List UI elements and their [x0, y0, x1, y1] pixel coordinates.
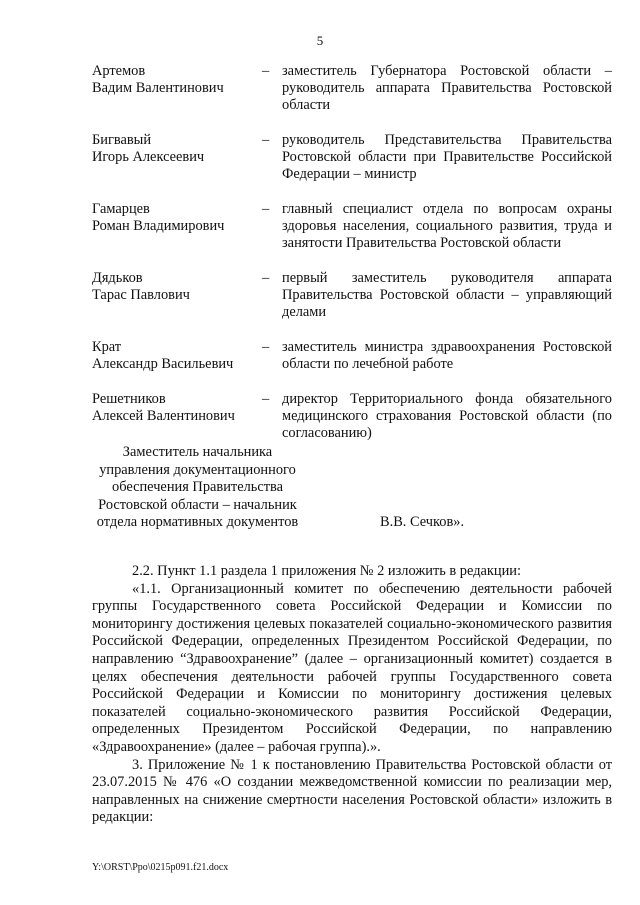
body-text [92, 563, 612, 827]
member-given-name: Игорь Алексеевич [92, 149, 205, 165]
member-surname: Крат [92, 339, 122, 355]
member-given-name: Алексей Валентинович [92, 408, 235, 424]
paragraph-3: 3. Приложение № 1 к постановлению Правительства Ростовской области от 23.07.2015 № 476 «О создании межведомственной комиссии по реализации мер, направленных на снижение смертности населения Ростовской области» изложить в редакции: [92, 756, 612, 826]
member-entry [92, 270, 612, 321]
signatory-name: В.В. Сечков». [380, 514, 465, 530]
member-name [92, 339, 262, 373]
signatory-title-line: обеспечения Правительства [112, 479, 283, 495]
member-dash: – [262, 339, 270, 355]
signatory-title-line: Заместитель начальника [122, 444, 273, 460]
member-surname: Решетников [92, 391, 166, 407]
member-role: заместитель министра здравоохранения Ростовской области по лечебной работе [282, 339, 612, 372]
member-role: первый заместитель руководителя аппарата Правительства Ростовской области – управляющий делами [282, 270, 612, 320]
member-name [92, 391, 262, 442]
member-dash: – [262, 201, 270, 217]
member-surname: Гамарцев [92, 201, 150, 217]
member-dash: – [262, 270, 270, 286]
member-entry [92, 63, 612, 114]
footer-file-path: Y:\ORST\Ppo\0215p091.f21.docx [92, 862, 229, 873]
members-list [92, 63, 612, 460]
page-number: 5 [316, 33, 324, 48]
signatory-title-line: управления документационного [99, 461, 296, 478]
member-given-name: Александр Васильевич [92, 356, 234, 372]
signatory-title-line: отдела нормативных документов [96, 514, 299, 530]
paragraph-2-2: 2.2. Пункт 1.1 раздела 1 приложения № 2 изложить в редакции: [132, 563, 522, 579]
member-surname: Артемов [92, 63, 146, 79]
member-entry [92, 391, 612, 442]
member-name [92, 270, 262, 321]
member-dash: – [262, 132, 270, 148]
member-name [92, 63, 262, 114]
member-given-name: Роман Владимирович [92, 218, 225, 234]
signatory-title [85, 444, 310, 532]
member-name [92, 132, 262, 183]
member-entry [92, 132, 612, 183]
member-given-name: Вадим Валентинович [92, 80, 224, 96]
member-role: директор Территориального фонда обязательного медицинского страхования Ростовской области (по согласованию) [282, 391, 612, 441]
signatory-title-line: Ростовской области – начальник [98, 496, 297, 513]
member-role: руководитель Представительства Правительства Ростовской области при Правительстве Российской Федерации – министр [282, 132, 612, 182]
member-dash: – [262, 391, 270, 407]
member-entry [92, 339, 612, 373]
member-role: главный специалист отдела по вопросам охраны здоровья населения, социального развития, труда и занятости Правительства Ростовской области [282, 201, 612, 251]
paragraph-1-1: «1.1. Организационный комитет по обеспечению деятельности рабочей группы Государственного совета Российской Федерации и Комиссии по мониторингу достижения целевых показателей социально-экономического развития Российской Федерации, определенных Президентом Российской Федерации, по направлению “Здравоохранение” (далее – организационный комитет) создается в целях обеспечения деятельности рабочей группы Государственного совета Российской Федерации и Комиссии по мониторингу достижения целевых показателей социально-экономического развития Российской Федерации, определенных Президентом Российской Федерации, по направлению «Здравоохранение» (далее – рабочая группа).». [92, 580, 612, 755]
member-entry [92, 201, 612, 252]
member-given-name: Тарас Павлович [92, 287, 190, 303]
member-role: заместитель Губернатора Ростовской области – руководитель аппарата Правительства Ростовской области [282, 63, 612, 113]
member-name [92, 201, 262, 252]
signature-block [85, 444, 545, 534]
member-dash: – [262, 63, 270, 79]
member-surname: Дядьков [92, 270, 143, 286]
member-surname: Бигвавый [92, 132, 152, 148]
